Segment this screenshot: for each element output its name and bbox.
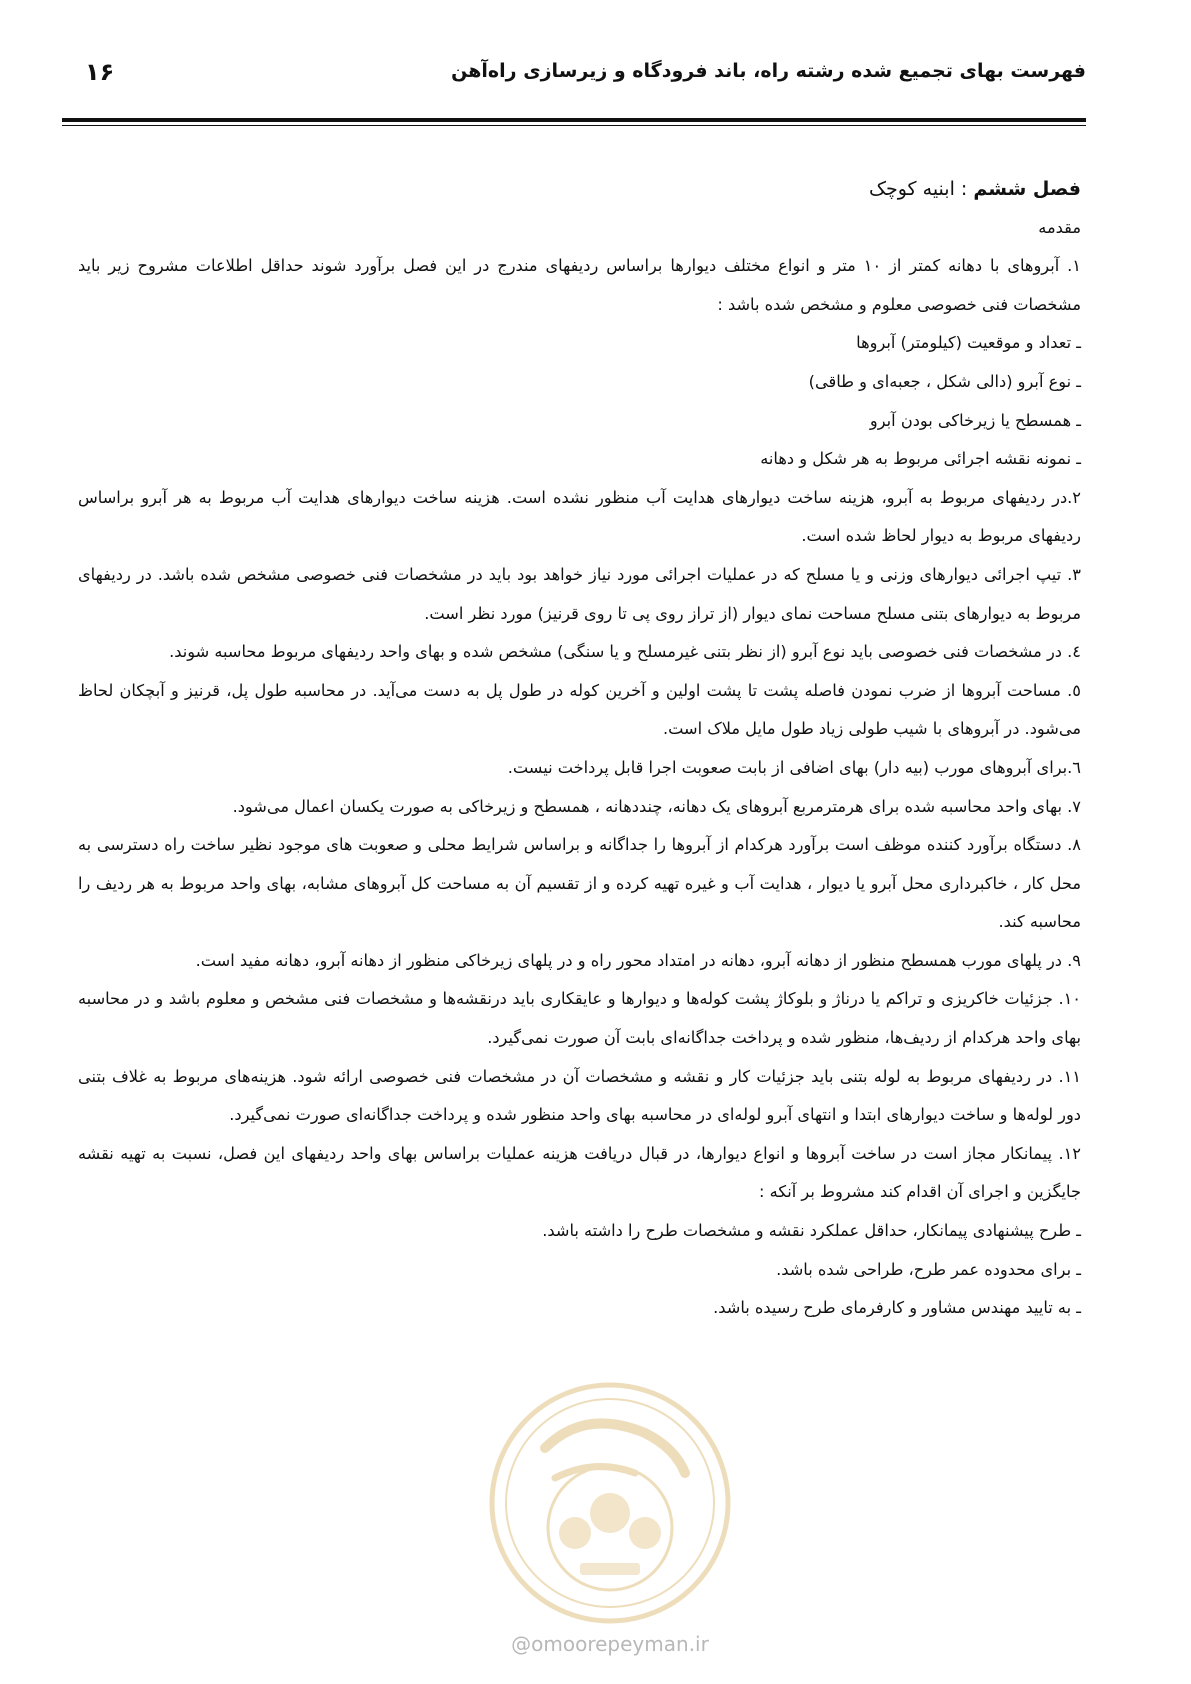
paragraph-2: ۲.در ردیفهای مربوط به آبرو، هزینه ساخت دیوارهای هدایت آب منظور نشده است. هزینه ساخت دیوارهای هدایت آب مربوط به هر آبرو براساس ردیفهای مربوط به دیوار لحاظ شده است. <box>78 487 1081 546</box>
list-item: ـ نمونه نقشه اجرائی مربوط به هر شکل و دهانه <box>760 449 1081 469</box>
paragraph-4: ٤. در مشخصات فنی خصوصی باید نوع آبرو (از نظر بتنی غیرمسلح و یا سنگی) مشخص شده و بهای واحد ردیفهای مربوط محاسبه شوند. <box>169 642 1081 662</box>
chapter-label: فصل ششم <box>973 178 1081 200</box>
paragraph-9: ۹. در پلهای مورب همسطح منظور از دهانه آبرو، دهانه در امتداد محور راه و در پلهای زیرخاکی منظور از دهانه آبرو، دهانه مفید است. <box>195 950 1081 970</box>
header-rule-thin <box>62 125 1086 126</box>
list-item: ـ تعداد و موقعیت (کیلومتر) آبروها <box>856 333 1081 353</box>
document-body <box>78 170 1081 1328</box>
list-item: ـ همسطح یا زیرخاکی بودن آبرو <box>869 410 1081 430</box>
list-item: ـ به تایید مهندس مشاور و کارفرمای طرح رسیده باشد. <box>713 1298 1081 1318</box>
paragraph-12: ۱۲. پیمانکار مجاز است در ساخت آبروها و انواع دیوارها، در قبال دریافت هزینه عملیات براساس بهای واحد ردیفهای این فصل، نسبت به تهیه نقشه جایگزین و اجرای آن اقدام کند مشروط بر آنکه : <box>78 1143 1081 1202</box>
paragraph-7: ۷. بهای واحد محاسبه شده برای هرمترمربع آبروهای یک دهانه، چنددهانه ، همسطح و زیرخاکی به صورت یکسان اعمال می‌شود. <box>232 796 1081 816</box>
paragraph-5: ٥. مساحت آبروها از ضرب نمودن فاصله پشت تا پشت اولین و آخرین کوله در طول پل به دست می‌آید. در محاسبه طول پل، قرنیز و آبچکان لحاظ می‌شود. در آبروهای با شیب طولی زیاد طول مایل ملاک است. <box>78 680 1081 739</box>
list-item: ـ طرح پیشنهادی پیمانکار، حداقل عملکرد نقشه و مشخصات طرح را داشته باشد. <box>542 1221 1081 1241</box>
header-rule-thick <box>62 118 1086 122</box>
paragraph-11: ۱۱. در ردیفهای مربوط به لوله بتنی باید جزئیات کار و نقشه و مشخصات آن در مشخصات فنی خصوصی ارائه شود. هزینه‌های مربوط به غلاف بتنی دور لوله‌ها و ساخت دیوارهای ابتدا و انتهای آبرو لوله‌ای در محاسبه بهای واحد منظور شده و پرداخت جداگانه‌ای صورت نمی‌گیرد. <box>78 1066 1081 1125</box>
watermark-seal-icon <box>485 1378 735 1628</box>
paragraph-1: ۱. آبروهای با دهانه کمتر از ۱۰ متر و انواع مختلف دیوارها براساس ردیفهای مندرج در این فصل برآورد شوند حداقل اطلاعات مشروح زیر باید مشخصات فنی خصوصی معلوم و مشخص شده باشد : <box>78 256 1081 314</box>
list-item: ـ برای محدوده عمر طرح، طراحی شده باشد. <box>776 1259 1081 1279</box>
section-title <box>78 170 1081 209</box>
list-item: ـ نوع آبرو (دالی شکل ، جعبه‌ای و طاقی) <box>808 371 1081 391</box>
chapter-name: : ابنیه کوچک <box>868 178 974 200</box>
intro-label: مقدمه <box>1038 217 1081 237</box>
paragraph-3: ۳. تیپ اجرائی دیوارهای وزنی و یا مسلح که در عملیات اجرائی مورد نیاز خواهد بود باید در مشخصات فنی خصوصی مشخص شده باشد. در ردیفهای مربوط به دیوارهای بتنی مسلح مساحت نمای دیوار (از تراز روی پی تا روی قرنیز) مورد نظر است. <box>78 564 1081 623</box>
paragraph-6: ٦.برای آبروهای مورب (بیه دار) بهای اضافی از بابت صعوبت اجرا قابل پرداخت نیست. <box>507 757 1081 777</box>
paragraph-8: ۸. دستگاه برآورد کننده موظف است برآورد هرکدام از آبروها را جداگانه و براساس شرایط محلی و صعوبت های موجود نظیر ساخت راه دسترسی به محل کار ، خاکبرداری محل آبرو یا دیوار ، هدایت آب و غیره تهیه کرده و از تقسیم آن به مساحت کل آبروهای مشابه، بهای واحد مربوط به هر ردیف را محاسبه کند. <box>78 835 1081 932</box>
page-number: ۱۶ <box>85 58 115 86</box>
paragraph-10: ۱۰. جزئیات خاکریزی و تراکم یا درناژ و بلوکاژ پشت کوله‌ها و دیوارها و عایقکاری باید درنقشه‌ها و مشخصات فنی مشخص و معلوم باشد و در محاسبه بهای واحد هرکدام از ردیف‌ها، منظور شده و پرداخت جداگانه‌ای بابت آن صورت نمی‌گیرد. <box>78 989 1081 1048</box>
watermark-url: @omoorepeyman.ir <box>511 1632 709 1656</box>
page-header <box>75 58 1086 98</box>
running-header-title: فهرست بهای تجمیع شده رشته راه، باند فرودگاه و زیرسازی راه‌آهن <box>451 60 1086 82</box>
